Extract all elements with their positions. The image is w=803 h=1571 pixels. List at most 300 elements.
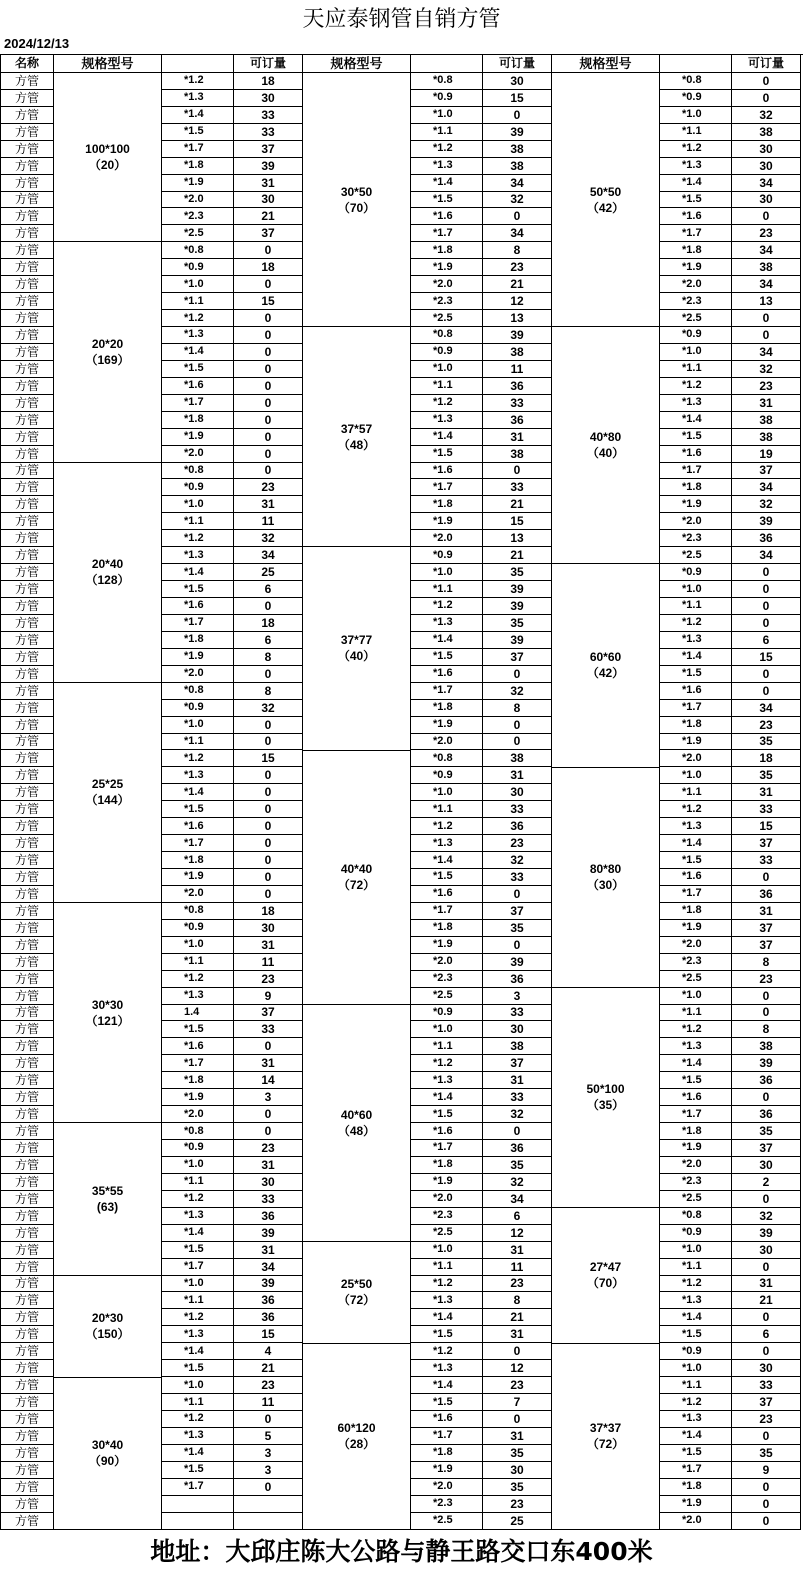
spec-column-1 (54, 55, 162, 1530)
qty-cell: 6 (732, 1326, 800, 1343)
model-cell: *1.0 (411, 361, 482, 378)
spec-size: 40*60 (340, 1107, 373, 1122)
qty-cell: 38 (483, 344, 551, 361)
model-cell: *1.5 (162, 801, 233, 818)
model-cell: *1.4 (411, 429, 482, 446)
row-name-cell: 方管 (1, 1157, 53, 1174)
header-name: 名称 (1, 55, 53, 73)
row-name-cell: 方管 (1, 378, 53, 395)
qty-cell: 31 (483, 1072, 551, 1089)
row-name-cell: 方管 (1, 479, 53, 496)
qty-cell: 32 (732, 361, 800, 378)
spec-size: 20*30 (91, 1311, 124, 1326)
qty-cell: 36 (732, 1106, 800, 1123)
qty-cell: 0 (483, 1343, 551, 1360)
qty-cell: 0 (483, 717, 551, 734)
model-cell: *1.5 (660, 1072, 731, 1089)
qty-cell: 0 (234, 784, 302, 801)
model-cell: 1.4 (162, 1005, 233, 1022)
spec-size: 37*77 (340, 633, 373, 648)
qty-cell: 33 (483, 801, 551, 818)
qty-cell: 0 (732, 208, 800, 225)
spec-size: 20*20 (91, 336, 124, 351)
model-cell: *1.7 (660, 225, 731, 242)
model-cell: *1.9 (162, 869, 233, 886)
qty-cell: 0 (732, 1479, 800, 1496)
qty-cell: 35 (732, 767, 800, 784)
model-cell: *2.0 (411, 530, 482, 547)
qty-cell: 23 (732, 717, 800, 734)
model-cell: *1.2 (660, 1276, 731, 1293)
model-cell: *1.1 (411, 1038, 482, 1055)
header-spec-2: 规格型号 (303, 55, 410, 73)
model-cell: *1.3 (162, 1208, 233, 1225)
qty-cell: 31 (732, 784, 800, 801)
model-cell: *1.9 (162, 175, 233, 192)
model-cell: *1.3 (162, 547, 233, 564)
model-cell: *1.4 (411, 1377, 482, 1394)
qty-cell: 12 (483, 293, 551, 310)
model-cell: *1.8 (411, 242, 482, 259)
qty-cell: 23 (483, 835, 551, 852)
qty-cell: 12 (483, 1360, 551, 1377)
model-cell: *1.7 (411, 225, 482, 242)
qty-cell: 0 (234, 717, 302, 734)
model-cell: *2.0 (411, 954, 482, 971)
model-cell: *1.7 (162, 1055, 233, 1072)
model-cell: *1.0 (660, 988, 731, 1005)
row-name-cell: 方管 (1, 225, 53, 242)
model-cell: *1.3 (411, 1292, 482, 1309)
model-cell: *1.8 (660, 903, 731, 920)
qty-cell: 39 (483, 632, 551, 649)
row-name-cell: 方管 (1, 513, 53, 530)
model-cell: *0.8 (660, 73, 731, 90)
qty-cell: 21 (732, 1292, 800, 1309)
row-name-cell: 方管 (1, 1445, 53, 1462)
model-cell: *1.0 (162, 937, 233, 954)
qty-cell: 0 (732, 73, 800, 90)
model-cell: *1.9 (162, 429, 233, 446)
model-cell: *2.5 (660, 971, 731, 988)
row-name-cell: 方管 (1, 158, 53, 175)
qty-cell (234, 1513, 302, 1530)
model-cell: *1.5 (411, 869, 482, 886)
spec-total: （70） (586, 1276, 625, 1291)
qty-cell: 23 (483, 1377, 551, 1394)
qty-cell: 31 (732, 395, 800, 412)
model-cell: *1.8 (660, 242, 731, 259)
qty-cell: 13 (483, 530, 551, 547)
row-name-cell: 方管 (1, 1242, 53, 1259)
spec-size: 60*60 (589, 650, 622, 665)
qty-cell: 23 (732, 378, 800, 395)
model-cell: *1.8 (411, 700, 482, 717)
model-cell: *1.5 (162, 124, 233, 141)
spec-size: 37*37 (589, 1421, 622, 1436)
qty-cell: 0 (234, 310, 302, 327)
model-cell: *1.0 (660, 581, 731, 598)
model-cell: *0.9 (411, 344, 482, 361)
qty-cell: 39 (483, 124, 551, 141)
qty-cell: 33 (234, 107, 302, 124)
qty-cell: 37 (732, 1394, 800, 1411)
qty-cell: 19 (732, 446, 800, 463)
model-cell: *1.7 (660, 700, 731, 717)
spec-total: （72） (337, 878, 376, 893)
model-cell: *1.9 (660, 259, 731, 276)
row-name-cell: 方管 (1, 666, 53, 683)
model-cell: *1.8 (162, 412, 233, 429)
qty-cell: 21 (234, 208, 302, 225)
qty-cell: 9 (732, 1462, 800, 1479)
model-cell: *1.6 (411, 1123, 482, 1140)
row-name-cell: 方管 (1, 1106, 53, 1123)
qty-cell: 32 (483, 1106, 551, 1123)
header-model-1 (162, 55, 233, 73)
row-name-cell: 方管 (1, 73, 53, 90)
model-cell: *2.0 (660, 513, 731, 530)
qty-cell: 32 (483, 1174, 551, 1191)
qty-cell: 8 (234, 683, 302, 700)
row-name-cell: 方管 (1, 141, 53, 158)
qty-cell: 9 (234, 988, 302, 1005)
row-name-cell: 方管 (1, 683, 53, 700)
model-cell: *1.8 (162, 158, 233, 175)
qty-cell: 0 (483, 107, 551, 124)
qty-cell: 23 (483, 259, 551, 276)
model-cell: *1.3 (411, 1360, 482, 1377)
row-name-cell: 方管 (1, 615, 53, 632)
model-cell: *2.0 (162, 1106, 233, 1123)
spec-size: 25*50 (340, 1277, 373, 1292)
spec-group (552, 988, 659, 1208)
qty-cell: 34 (483, 225, 551, 242)
model-cell: *1.4 (660, 1309, 731, 1326)
spec-total: （70） (337, 200, 376, 215)
qty-cell: 0 (732, 581, 800, 598)
model-cell: *1.8 (660, 717, 731, 734)
qty-cell: 13 (732, 293, 800, 310)
model-cell: *2.0 (411, 1479, 482, 1496)
row-name-cell: 方管 (1, 1005, 53, 1022)
qty-cell: 4 (234, 1343, 302, 1360)
row-name-cell: 方管 (1, 767, 53, 784)
spec-total: （40） (337, 649, 376, 664)
qty-cell: 0 (483, 1123, 551, 1140)
model-cell: *1.5 (411, 446, 482, 463)
qty-cell: 0 (234, 344, 302, 361)
qty-cell: 5 (234, 1428, 302, 1445)
spec-size: 50*100 (586, 1082, 625, 1097)
model-cell: *0.8 (162, 683, 233, 700)
model-cell: *1.5 (162, 1021, 233, 1038)
model-column-2 (411, 55, 483, 1530)
qty-cell: 34 (732, 175, 800, 192)
row-name-cell: 方管 (1, 124, 53, 141)
qty-cell: 33 (483, 395, 551, 412)
qty-cell: 31 (732, 903, 800, 920)
row-name-cell: 方管 (1, 1174, 53, 1191)
row-name-cell: 方管 (1, 818, 53, 835)
model-cell: *1.5 (660, 852, 731, 869)
qty-cell: 11 (483, 1259, 551, 1276)
spec-size: 60*120 (337, 1421, 376, 1436)
spec-total: （48） (337, 1123, 376, 1138)
qty-cell: 0 (483, 886, 551, 903)
model-cell: *1.4 (411, 1089, 482, 1106)
model-cell: *1.9 (411, 717, 482, 734)
qty-cell: 0 (732, 1191, 800, 1208)
row-name-cell: 方管 (1, 361, 53, 378)
qty-cell: 0 (732, 988, 800, 1005)
qty-cell: 33 (732, 852, 800, 869)
row-name-cell: 方管 (1, 717, 53, 734)
qty-cell: 39 (234, 1276, 302, 1293)
qty-cell: 37 (732, 835, 800, 852)
model-cell: *1.5 (162, 581, 233, 598)
model-cell: *1.0 (162, 276, 233, 293)
qty-cell: 31 (483, 429, 551, 446)
model-cell: *1.8 (162, 1072, 233, 1089)
qty-cell: 15 (234, 293, 302, 310)
spec-group (552, 1344, 659, 1530)
model-cell: *2.0 (660, 1157, 731, 1174)
qty-cell: 31 (234, 937, 302, 954)
qty-cell: 38 (732, 412, 800, 429)
model-column-3 (660, 55, 732, 1530)
model-cell: *1.9 (660, 1496, 731, 1513)
qty-cell: 3 (483, 988, 551, 1005)
spec-total: （20） (88, 158, 127, 173)
model-cell: *1.1 (162, 734, 233, 751)
qty-cell: 30 (483, 784, 551, 801)
qty-cell: 0 (732, 1259, 800, 1276)
model-cell: *1.1 (411, 581, 482, 598)
model-cell: *1.5 (660, 429, 731, 446)
model-cell: *1.3 (411, 1072, 482, 1089)
model-cell: *1.2 (162, 73, 233, 90)
model-cell: *0.8 (411, 73, 482, 90)
qty-cell: 35 (732, 1123, 800, 1140)
spec-size: 35*55 (91, 1184, 124, 1199)
spec-group (54, 1123, 161, 1275)
row-name-cell: 方管 (1, 1343, 53, 1360)
row-name-cell: 方管 (1, 1140, 53, 1157)
model-cell: *1.6 (162, 1038, 233, 1055)
model-cell: *1.1 (162, 513, 233, 530)
spec-total: （30） (586, 878, 625, 893)
row-name-cell: 方管 (1, 903, 53, 920)
qty-cell: 15 (483, 90, 551, 107)
model-cell: *1.3 (162, 988, 233, 1005)
qty-cell: 33 (483, 1005, 551, 1022)
spec-group (303, 547, 410, 750)
qty-cell: 39 (234, 1225, 302, 1242)
qty-cell: 30 (483, 73, 551, 90)
model-cell: *1.0 (162, 1157, 233, 1174)
model-cell: *2.0 (411, 734, 482, 751)
model-cell: *1.2 (411, 598, 482, 615)
qty-cell: 0 (732, 327, 800, 344)
model-cell: *1.2 (162, 971, 233, 988)
model-cell: *1.5 (411, 649, 482, 666)
model-cell: *1.1 (162, 954, 233, 971)
model-cell: *2.5 (162, 225, 233, 242)
qty-cell: 37 (483, 1055, 551, 1072)
qty-cell: 0 (234, 463, 302, 480)
qty-cell: 21 (483, 1309, 551, 1326)
spec-total: （121） (85, 1013, 130, 1028)
qty-cell: 23 (732, 1411, 800, 1428)
qty-cell: 35 (483, 920, 551, 937)
model-cell: *1.3 (162, 90, 233, 107)
spec-size: 50*50 (589, 184, 622, 199)
qty-cell: 6 (234, 632, 302, 649)
model-cell: *2.5 (660, 547, 731, 564)
model-cell: *1.3 (660, 158, 731, 175)
spec-group (303, 1344, 410, 1530)
qty-cell: 0 (483, 463, 551, 480)
model-cell: *1.8 (162, 852, 233, 869)
qty-cell: 30 (732, 158, 800, 175)
model-cell: *1.1 (660, 1259, 731, 1276)
qty-cell: 23 (483, 1496, 551, 1513)
qty-cell: 8 (483, 1292, 551, 1309)
qty-cell: 0 (732, 1309, 800, 1326)
model-cell: *1.9 (411, 937, 482, 954)
qty-cell: 36 (732, 530, 800, 547)
qty-cell: 36 (483, 1140, 551, 1157)
model-cell: *2.5 (411, 1225, 482, 1242)
model-cell: *2.0 (162, 886, 233, 903)
qty-cell: 31 (234, 496, 302, 513)
qty-cell: 0 (732, 683, 800, 700)
row-name-cell: 方管 (1, 1259, 53, 1276)
model-cell: *1.7 (162, 141, 233, 158)
model-cell: *2.3 (162, 208, 233, 225)
qty-cell: 39 (234, 158, 302, 175)
model-cell: *1.3 (162, 1326, 233, 1343)
model-cell: *0.9 (411, 547, 482, 564)
row-name-cell: 方管 (1, 598, 53, 615)
qty-cell: 36 (483, 818, 551, 835)
model-cell: *1.4 (411, 1309, 482, 1326)
qty-cell: 36 (732, 1072, 800, 1089)
row-name-cell: 方管 (1, 852, 53, 869)
model-cell: *1.1 (411, 801, 482, 818)
qty-cell: 0 (234, 446, 302, 463)
spec-total: （72） (586, 1437, 625, 1452)
qty-cell: 38 (483, 1038, 551, 1055)
qty-cell: 39 (732, 1055, 800, 1072)
model-cell: *1.3 (411, 412, 482, 429)
qty-cell: 7 (483, 1394, 551, 1411)
model-cell: *1.2 (162, 1191, 233, 1208)
spec-size: 25*25 (91, 777, 124, 792)
row-name-cell: 方管 (1, 1191, 53, 1208)
qty-cell: 32 (483, 852, 551, 869)
qty-cell: 0 (234, 666, 302, 683)
qty-cell: 0 (234, 361, 302, 378)
row-name-cell: 方管 (1, 1513, 53, 1530)
qty-cell: 36 (234, 1292, 302, 1309)
qty-cell: 38 (732, 124, 800, 141)
header-qty-2: 可订量 (483, 55, 551, 73)
model-cell: *1.3 (660, 395, 731, 412)
model-cell: *1.4 (162, 1225, 233, 1242)
model-cell: *0.9 (660, 1225, 731, 1242)
model-cell: *2.3 (411, 971, 482, 988)
qty-cell: 8 (483, 242, 551, 259)
qty-cell: 23 (732, 225, 800, 242)
model-cell: *1.1 (660, 1005, 731, 1022)
spec-size: 40*80 (589, 430, 622, 445)
model-cell: *1.0 (660, 107, 731, 124)
spec-group (303, 1242, 410, 1344)
model-cell: *1.1 (411, 378, 482, 395)
model-cell: *1.2 (162, 310, 233, 327)
model-cell: *1.0 (660, 1242, 731, 1259)
model-cell: *1.7 (660, 1106, 731, 1123)
qty-cell: 33 (483, 869, 551, 886)
model-cell: *1.1 (660, 784, 731, 801)
qty-cell: 37 (483, 649, 551, 666)
qty-cell: 37 (732, 1140, 800, 1157)
qty-cell: 0 (732, 869, 800, 886)
qty-cell: 32 (732, 1208, 800, 1225)
model-cell: *1.1 (162, 1394, 233, 1411)
model-cell: *1.2 (660, 801, 731, 818)
model-cell: *1.5 (660, 1326, 731, 1343)
qty-cell: 0 (234, 327, 302, 344)
qty-cell: 36 (483, 378, 551, 395)
model-cell: *2.0 (660, 750, 731, 767)
model-cell: *1.7 (162, 615, 233, 632)
qty-cell: 33 (234, 124, 302, 141)
row-name-cell: 方管 (1, 1394, 53, 1411)
qty-cell: 39 (483, 598, 551, 615)
qty-cell: 33 (732, 1377, 800, 1394)
model-cell: *0.9 (162, 1140, 233, 1157)
qty-cell: 8 (483, 700, 551, 717)
model-cell: *1.1 (162, 293, 233, 310)
model-cell: *1.3 (162, 1428, 233, 1445)
row-name-cell: 方管 (1, 293, 53, 310)
model-cell: *1.6 (411, 463, 482, 480)
row-name-cell: 方管 (1, 446, 53, 463)
qty-cell: 30 (732, 1360, 800, 1377)
qty-cell: 18 (234, 615, 302, 632)
model-cell: *1.0 (162, 1377, 233, 1394)
qty-cell: 31 (483, 767, 551, 784)
qty-cell: 0 (234, 801, 302, 818)
row-name-cell: 方管 (1, 530, 53, 547)
model-cell: *1.2 (660, 1394, 731, 1411)
qty-cell: 12 (483, 1225, 551, 1242)
model-cell: *0.9 (660, 1343, 731, 1360)
qty-cell: 0 (732, 615, 800, 632)
spec-total: （35） (586, 1098, 625, 1113)
qty-cell: 23 (234, 1140, 302, 1157)
qty-cell: 35 (483, 615, 551, 632)
row-name-cell: 方管 (1, 429, 53, 446)
model-cell: *2.3 (660, 954, 731, 971)
row-name-cell: 方管 (1, 1072, 53, 1089)
qty-cell: 30 (732, 1157, 800, 1174)
spec-size: 40*40 (340, 862, 373, 877)
model-cell: *1.2 (660, 141, 731, 158)
